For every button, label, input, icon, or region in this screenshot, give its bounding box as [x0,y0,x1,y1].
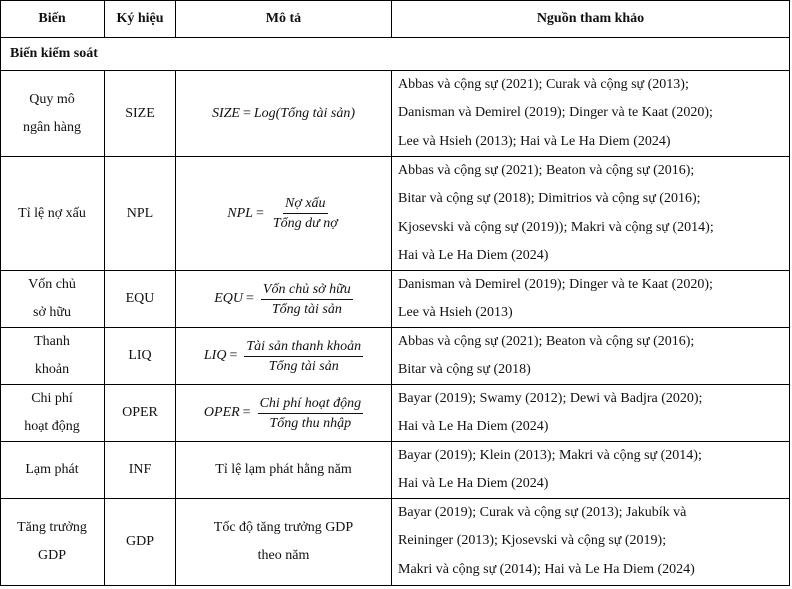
variable-name: Vốn chủ sở hữu [28,277,76,320]
variable-formula: LIQ = $\frac{\text{Tài sản thanh khoản}}{\text{Tổng tài sản}}$ [203,338,362,374]
variable-formula: SIZE = Log(Tổng tài sản) [211,105,356,121]
variable-symbol: NPL [126,205,154,221]
variable-symbol: LIQ [128,348,152,363]
reference-list: Bayar (2019); Swamy (2012); Dewi và Badjra (2020); Hai và Le Ha Diem (2024) [398,391,703,435]
header-references: Nguồn tham khảo [536,10,645,26]
variable-name: Tăng trưởng GDP [17,520,87,563]
variable-name: Quy mô ngân hàng [23,91,81,135]
section-title: Biến kiểm soát [10,46,98,61]
header-symbol: Ký hiệu [116,10,164,26]
variable-symbol: SIZE [125,105,155,121]
variable-formula: NPL = $\frac{\text{Nợ xấu}}{\text{Tổng dư nợ}}$ [227,196,338,231]
variable-name: Chi phí hoạt động [24,391,80,434]
reference-list: Abbas và cộng sự (2021); Curak và cộng sự (2013); Danisman và Demirel (2019); Dinger và te Kaat (2020); Lee và Hsieh (2013); Hai và Le Ha Diem (2024) [398,77,713,149]
variable-name: Lạm phát [25,462,79,477]
variable-formula: OPER = $\frac{\text{Chi phí hoạt động}}{\text{Tổng thu nhập}}$ [203,395,362,431]
header-description: Mô tả [265,10,302,26]
variable-symbol: EQU [125,291,155,306]
reference-list: Abbas và cộng sự (2021); Beaton và cộng sự (2016); Bitar và cộng sự (2018); Dimitrios và cộng sự (2016); Kjosevski và cộng sự (2019)); Makri và cộng sự (2014); Hai và Le Ha Diem (2024) [398,163,714,264]
reference-list: Bayar (2019); Klein (2013); Makri và cộng sự (2014); Hai và Le Ha Diem (2024) [398,448,702,492]
variable-name: Thanh khoản [34,334,70,377]
header-variable: Biến [38,10,66,26]
reference-list: Abbas và cộng sự (2021); Beaton và cộng sự (2016); Bitar và cộng sự (2018) [398,334,695,378]
variable-symbol: INF [128,462,152,477]
reference-list: Bayar (2019); Curak và cộng sự (2013); Jakubík và Reininger (2013); Kjosevski và cộng sự (2019); Makri và cộng sự (2014); Hai và Le Ha Diem (2024) [398,505,695,577]
reference-list: Danisman và Demirel (2019); Dinger và te Kaat (2020); Lee và Hsieh (2013) [398,277,713,321]
variable-formula: EQU = $\frac{\text{Vốn chủ sở hữu}}{\text{Tổng tài sản}}$ [214,281,351,317]
variable-symbol: GDP [125,534,154,549]
variable-symbol: OPER [122,405,158,420]
variable-description: Tỉ lệ lạm phát hằng năm [215,462,352,477]
variable-description: Tốc độ tăng trưởng GDP theo năm [213,520,354,563]
variable-name: Tỉ lệ nợ xấu [18,205,86,221]
